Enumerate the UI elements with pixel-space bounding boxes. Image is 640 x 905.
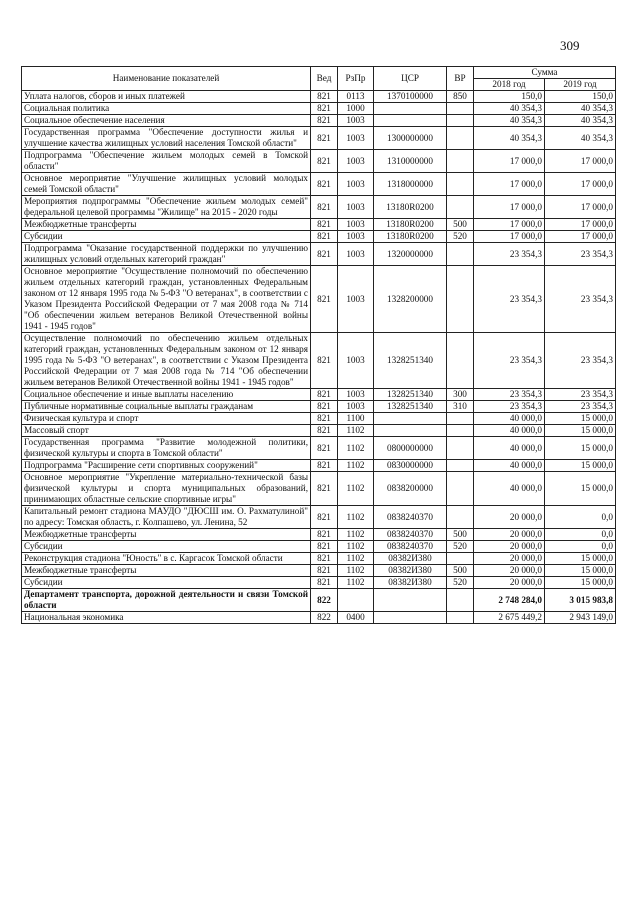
cell-rzpr: 1102 <box>338 577 374 589</box>
cell-sum-2019: 15 000,0 <box>545 472 616 506</box>
cell-ved: 821 <box>311 541 338 553</box>
cell-csr: 08382И380 <box>374 565 447 577</box>
cell-vr <box>447 460 474 472</box>
cell-ved: 821 <box>311 103 338 115</box>
cell-vr: 300 <box>447 389 474 401</box>
table-row <box>22 389 616 401</box>
cell-sum-2019: 150,0 <box>545 91 616 103</box>
cell-vr: 520 <box>447 231 474 243</box>
cell-sum-2019: 15 000,0 <box>545 437 616 460</box>
cell-sum-2019: 23 354,3 <box>545 389 616 401</box>
budget-table <box>21 66 616 624</box>
table-row <box>22 529 616 541</box>
cell-csr: 1328200000 <box>374 266 447 333</box>
cell-vr <box>447 589 474 612</box>
header-2019: 2019 год <box>545 79 616 91</box>
cell-sum-2019: 23 354,3 <box>545 243 616 266</box>
cell-rzpr: 1000 <box>338 103 374 115</box>
cell-name: Мероприятия подпрограммы "Обеспечение жильем молодых семей" федеральной целевой программы "Жилище" на 2015 - 2020 годы <box>22 196 311 219</box>
cell-sum-2018: 20 000,0 <box>474 577 545 589</box>
cell-rzpr: 1100 <box>338 413 374 425</box>
cell-name: Субсидии <box>22 231 311 243</box>
cell-csr: 1370100000 <box>374 91 447 103</box>
cell-ved: 821 <box>311 565 338 577</box>
cell-rzpr: 1102 <box>338 529 374 541</box>
header-2018: 2018 год <box>474 79 545 91</box>
cell-csr <box>374 413 447 425</box>
cell-csr: 0838200000 <box>374 472 447 506</box>
cell-name: Государственная программа "Развитие молодежной политики, физической культуры и спорта в Томской области" <box>22 437 311 460</box>
cell-sum-2019: 17 000,0 <box>545 196 616 219</box>
cell-csr <box>374 115 447 127</box>
header-vr: ВР <box>447 67 474 91</box>
cell-sum-2018: 23 354,3 <box>474 389 545 401</box>
table-row <box>22 196 616 219</box>
cell-sum-2018: 2 748 284,0 <box>474 589 545 612</box>
cell-vr: 500 <box>447 529 474 541</box>
cell-name: Межбюджетные трансферты <box>22 529 311 541</box>
cell-ved: 821 <box>311 472 338 506</box>
cell-name: Уплата налогов, сборов и иных платежей <box>22 91 311 103</box>
cell-sum-2018: 40 000,0 <box>474 413 545 425</box>
cell-rzpr: 1102 <box>338 506 374 529</box>
cell-rzpr <box>338 589 374 612</box>
table-row <box>22 266 616 333</box>
cell-csr: 1310000000 <box>374 150 447 173</box>
cell-rzpr: 1102 <box>338 472 374 506</box>
cell-sum-2018: 23 354,3 <box>474 243 545 266</box>
cell-sum-2018: 40 354,3 <box>474 115 545 127</box>
table-row <box>22 173 616 196</box>
cell-sum-2019: 23 354,3 <box>545 401 616 413</box>
cell-name: Подпрограмма "Обеспечение жильем молодых семей в Томской области" <box>22 150 311 173</box>
cell-rzpr: 1003 <box>338 173 374 196</box>
cell-vr: 850 <box>447 91 474 103</box>
table-row <box>22 91 616 103</box>
cell-sum-2018: 40 000,0 <box>474 472 545 506</box>
table-row <box>22 103 616 115</box>
cell-sum-2019: 17 000,0 <box>545 231 616 243</box>
cell-sum-2018: 40 000,0 <box>474 460 545 472</box>
cell-vr <box>447 413 474 425</box>
cell-ved: 821 <box>311 91 338 103</box>
cell-sum-2018: 17 000,0 <box>474 231 545 243</box>
cell-vr <box>447 266 474 333</box>
cell-rzpr: 1102 <box>338 437 374 460</box>
cell-vr <box>447 150 474 173</box>
cell-csr: 0838240370 <box>374 529 447 541</box>
cell-rzpr: 1003 <box>338 401 374 413</box>
cell-vr: 520 <box>447 541 474 553</box>
cell-name: Основное мероприятие "Укрепление материально-технической базы физической культуры и спорта муниципальных образований, принимающих областные сельские спортивные игры" <box>22 472 311 506</box>
cell-sum-2019: 0,0 <box>545 506 616 529</box>
cell-vr <box>447 612 474 624</box>
cell-name: Национальная экономика <box>22 612 311 624</box>
cell-sum-2019: 17 000,0 <box>545 150 616 173</box>
cell-name: Субсидии <box>22 577 311 589</box>
cell-ved: 821 <box>311 437 338 460</box>
table-row <box>22 460 616 472</box>
cell-sum-2019: 17 000,0 <box>545 219 616 231</box>
cell-ved: 821 <box>311 333 338 389</box>
cell-vr <box>447 243 474 266</box>
cell-csr: 1318000000 <box>374 173 447 196</box>
cell-sum-2019: 15 000,0 <box>545 460 616 472</box>
table-row <box>22 437 616 460</box>
cell-vr <box>447 425 474 437</box>
cell-ved: 821 <box>311 196 338 219</box>
cell-csr: 1328251340 <box>374 333 447 389</box>
cell-vr <box>447 506 474 529</box>
cell-rzpr: 1003 <box>338 127 374 150</box>
cell-rzpr: 1003 <box>338 231 374 243</box>
cell-rzpr: 1003 <box>338 266 374 333</box>
cell-ved: 821 <box>311 266 338 333</box>
cell-ved: 821 <box>311 577 338 589</box>
cell-sum-2018: 150,0 <box>474 91 545 103</box>
table-row <box>22 589 616 612</box>
cell-vr <box>447 115 474 127</box>
cell-rzpr: 1003 <box>338 115 374 127</box>
cell-sum-2019: 15 000,0 <box>545 577 616 589</box>
cell-vr <box>447 127 474 150</box>
cell-sum-2019: 15 000,0 <box>545 553 616 565</box>
cell-csr: 1320000000 <box>374 243 447 266</box>
cell-name: Департамент транспорта, дорожной деятельности и связи Томской области <box>22 589 311 612</box>
cell-name: Социальное обеспечение и иные выплаты населению <box>22 389 311 401</box>
cell-sum-2018: 17 000,0 <box>474 173 545 196</box>
cell-name: Капитальный ремонт стадиона МАУДО "ДЮСШ им. О. Рахматулиной" по адресу: Томская область, г. Колпашево, ул. Ленина, 52 <box>22 506 311 529</box>
cell-name: Публичные нормативные социальные выплаты гражданам <box>22 401 311 413</box>
table-row <box>22 231 616 243</box>
table-row <box>22 333 616 389</box>
cell-sum-2018: 20 000,0 <box>474 506 545 529</box>
header-rzpr: РзПр <box>338 67 374 91</box>
cell-vr <box>447 196 474 219</box>
cell-vr <box>447 553 474 565</box>
cell-name: Государственная программа "Обеспечение доступности жилья и улучшение качества жилищных условий населения Томской области" <box>22 127 311 150</box>
cell-ved: 821 <box>311 219 338 231</box>
cell-sum-2018: 23 354,3 <box>474 333 545 389</box>
table-row <box>22 150 616 173</box>
cell-sum-2019: 2 943 149,0 <box>545 612 616 624</box>
header-summa: Сумма <box>474 67 616 79</box>
cell-rzpr: 1003 <box>338 333 374 389</box>
cell-sum-2019: 40 354,3 <box>545 103 616 115</box>
cell-ved: 821 <box>311 243 338 266</box>
cell-sum-2018: 20 000,0 <box>474 529 545 541</box>
cell-sum-2018: 40 354,3 <box>474 127 545 150</box>
cell-ved: 821 <box>311 401 338 413</box>
cell-sum-2018: 40 000,0 <box>474 437 545 460</box>
cell-sum-2018: 20 000,0 <box>474 541 545 553</box>
table-row <box>22 577 616 589</box>
cell-rzpr: 1003 <box>338 196 374 219</box>
cell-csr: 08382И380 <box>374 553 447 565</box>
table-row <box>22 243 616 266</box>
cell-rzpr: 0113 <box>338 91 374 103</box>
cell-sum-2019: 17 000,0 <box>545 173 616 196</box>
cell-sum-2018: 17 000,0 <box>474 196 545 219</box>
cell-csr: 1328251340 <box>374 401 447 413</box>
cell-rzpr: 1102 <box>338 553 374 565</box>
cell-csr: 0830000000 <box>374 460 447 472</box>
cell-ved: 822 <box>311 612 338 624</box>
cell-name: Массовый спорт <box>22 425 311 437</box>
cell-ved: 821 <box>311 127 338 150</box>
cell-vr <box>447 333 474 389</box>
cell-ved: 821 <box>311 553 338 565</box>
cell-sum-2018: 23 354,3 <box>474 401 545 413</box>
cell-vr <box>447 472 474 506</box>
cell-csr: 1300000000 <box>374 127 447 150</box>
cell-name: Осуществление полномочий по обеспечению жильем отдельных категорий граждан, установленных Федеральным законом от 12 января 1995 года № 5-ФЗ "О ветеранах", в соответствии с Указом Президента Российской Федерации от 7 мая 2008 года № 714 "Об обеспечении жильем ветеранов Великой Отечественной войны 1941 - 1945 годов" <box>22 333 311 389</box>
cell-csr <box>374 612 447 624</box>
cell-name: Физическая культура и спорт <box>22 413 311 425</box>
cell-csr: 0838240370 <box>374 506 447 529</box>
cell-vr <box>447 173 474 196</box>
cell-ved: 821 <box>311 425 338 437</box>
cell-name: Основное мероприятие "Осуществление полномочий по обеспечению жильем отдельных категорий граждан, установленных Федеральным законом от 12 января 1995 года № 5-ФЗ "О ветеранах", в соответствии с Указом Президента Российской Федерации от 7 мая 2008 года № 714 "Об обеспечении жильем ветеранов Великой Отечественной войны 1941 - 1945 годов" <box>22 266 311 333</box>
cell-vr: 520 <box>447 577 474 589</box>
cell-csr: 13180R0200 <box>374 231 447 243</box>
cell-name: Реконструкция стадиона "Юность" в с. Каргасок Томской области <box>22 553 311 565</box>
cell-name: Подпрограмма "Расширение сети спортивных сооружений" <box>22 460 311 472</box>
cell-vr: 500 <box>447 219 474 231</box>
cell-csr: 1328251340 <box>374 389 447 401</box>
cell-sum-2019: 3 015 983,8 <box>545 589 616 612</box>
cell-csr: 08382И380 <box>374 577 447 589</box>
cell-name: Субсидии <box>22 541 311 553</box>
cell-sum-2019: 23 354,3 <box>545 266 616 333</box>
cell-rzpr: 1102 <box>338 541 374 553</box>
header-csr: ЦСР <box>374 67 447 91</box>
table-row <box>22 612 616 624</box>
cell-rzpr: 0400 <box>338 612 374 624</box>
cell-name: Межбюджетные трансферты <box>22 565 311 577</box>
cell-sum-2018: 40 354,3 <box>474 103 545 115</box>
cell-rzpr: 1102 <box>338 425 374 437</box>
header-name: Наименование показателей <box>22 67 311 91</box>
table-body <box>22 91 616 624</box>
cell-ved: 821 <box>311 115 338 127</box>
cell-sum-2018: 40 000,0 <box>474 425 545 437</box>
table-row <box>22 401 616 413</box>
cell-name: Социальная политика <box>22 103 311 115</box>
header-ved: Вед <box>311 67 338 91</box>
cell-csr: 13180R0200 <box>374 219 447 231</box>
cell-ved: 821 <box>311 460 338 472</box>
cell-rzpr: 1003 <box>338 219 374 231</box>
cell-sum-2018: 17 000,0 <box>474 219 545 231</box>
cell-sum-2018: 2 675 449,2 <box>474 612 545 624</box>
cell-csr: 0800000000 <box>374 437 447 460</box>
cell-sum-2019: 40 354,3 <box>545 115 616 127</box>
cell-ved: 821 <box>311 529 338 541</box>
page-number: 309 <box>560 38 580 53</box>
table-row <box>22 115 616 127</box>
cell-sum-2019: 23 354,3 <box>545 333 616 389</box>
cell-ved: 821 <box>311 150 338 173</box>
cell-ved: 821 <box>311 173 338 196</box>
cell-sum-2019: 0,0 <box>545 529 616 541</box>
table-row <box>22 553 616 565</box>
cell-csr: 13180R0200 <box>374 196 447 219</box>
cell-name: Социальное обеспечение населения <box>22 115 311 127</box>
cell-vr: 500 <box>447 565 474 577</box>
cell-csr <box>374 425 447 437</box>
cell-csr <box>374 589 447 612</box>
cell-sum-2019: 40 354,3 <box>545 127 616 150</box>
cell-rzpr: 1003 <box>338 150 374 173</box>
cell-rzpr: 1003 <box>338 389 374 401</box>
cell-rzpr: 1102 <box>338 565 374 577</box>
cell-name: Основное мероприятие "Улучшение жилищных условий молодых семей Томской области" <box>22 173 311 196</box>
table-row <box>22 413 616 425</box>
cell-vr <box>447 437 474 460</box>
table-row <box>22 219 616 231</box>
cell-ved: 821 <box>311 413 338 425</box>
cell-name: Межбюджетные трансферты <box>22 219 311 231</box>
cell-sum-2018: 20 000,0 <box>474 553 545 565</box>
cell-sum-2019: 15 000,0 <box>545 413 616 425</box>
cell-sum-2018: 17 000,0 <box>474 150 545 173</box>
cell-name: Подпрограмма "Оказание государственной поддержки по улучшению жилищных условий отдельных категорий граждан" <box>22 243 311 266</box>
table-row <box>22 506 616 529</box>
cell-csr <box>374 103 447 115</box>
table-row <box>22 472 616 506</box>
table-row <box>22 127 616 150</box>
cell-ved: 821 <box>311 231 338 243</box>
cell-vr <box>447 103 474 115</box>
table-row <box>22 565 616 577</box>
cell-sum-2018: 20 000,0 <box>474 565 545 577</box>
cell-sum-2019: 15 000,0 <box>545 425 616 437</box>
cell-ved: 821 <box>311 389 338 401</box>
cell-ved: 821 <box>311 506 338 529</box>
cell-sum-2018: 23 354,3 <box>474 266 545 333</box>
cell-sum-2019: 0,0 <box>545 541 616 553</box>
cell-ved: 822 <box>311 589 338 612</box>
cell-csr: 0838240370 <box>374 541 447 553</box>
cell-sum-2019: 15 000,0 <box>545 565 616 577</box>
table-row <box>22 541 616 553</box>
table-row <box>22 425 616 437</box>
cell-vr: 310 <box>447 401 474 413</box>
cell-rzpr: 1102 <box>338 460 374 472</box>
cell-rzpr: 1003 <box>338 243 374 266</box>
